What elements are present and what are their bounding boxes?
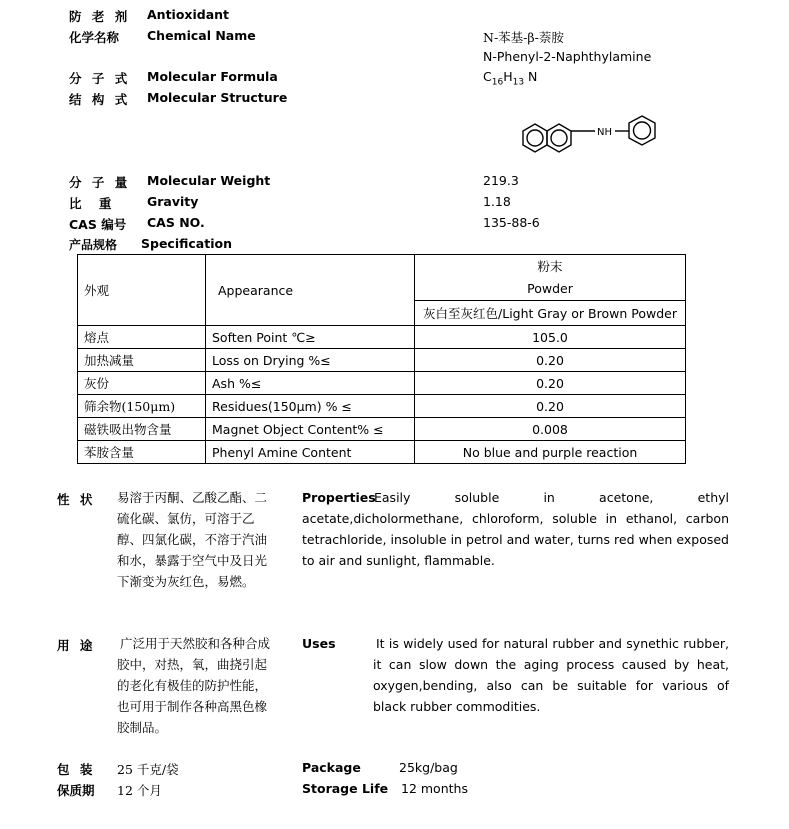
package-en-label: Package bbox=[302, 760, 361, 775]
table-row bbox=[78, 395, 686, 418]
molecular-formula-en-label: Molecular Formula bbox=[147, 69, 278, 84]
row-cn-cell: 磁铁吸出物含量 bbox=[78, 418, 206, 441]
nh-label: NH bbox=[597, 127, 612, 138]
row-value-cell: 0.20 bbox=[415, 395, 686, 418]
formula-c: C bbox=[483, 69, 492, 84]
appearance-value-en: Powder bbox=[415, 278, 686, 301]
package-cn-label: 包 装 bbox=[57, 762, 96, 777]
uses-en-text: It is widely used for natural rubber and synethic rubber, it can slow down the aging process caused by heat, oxygen,bending, also can be suitable for various of black rubber commodities. bbox=[373, 636, 729, 714]
row-cn-cell: 筛余物(150μm) bbox=[78, 395, 206, 418]
storage-cn-value: 12 个月 bbox=[117, 783, 162, 798]
specification-en-label: Specification bbox=[141, 236, 232, 251]
specification-table bbox=[77, 254, 686, 464]
row-value-cell: 0.20 bbox=[415, 349, 686, 372]
package-cn-value: 25 千克/袋 bbox=[117, 762, 179, 777]
molecular-weight-value: 219.3 bbox=[483, 173, 519, 188]
specification-cn-label: 产品规格 bbox=[69, 238, 118, 252]
row-cn-cell: 熔点 bbox=[78, 326, 206, 349]
row-value-cell: No blue and purple reaction bbox=[415, 441, 686, 464]
gravity-cn-label: 比 重 bbox=[69, 196, 112, 211]
molecular-structure-cn-label: 结 构 式 bbox=[69, 92, 131, 107]
antioxidant-cn-label: 防 老 剂 bbox=[69, 9, 131, 24]
naphthalene-ring-right-aromatic bbox=[551, 130, 567, 146]
chemical-name-cn-label: 化学名称 bbox=[69, 30, 120, 45]
table-row bbox=[78, 349, 686, 372]
uses-cn-label: 用 途 bbox=[57, 638, 96, 653]
table-row bbox=[78, 372, 686, 395]
row-cn-cell: 苯胺含量 bbox=[78, 441, 206, 464]
phenyl-ring-aromatic bbox=[634, 122, 651, 139]
molecular-structure-en-label: Molecular Structure bbox=[147, 90, 288, 105]
appearance-value-full: 灰白至灰红色/Light Gray or Brown Powder bbox=[415, 301, 686, 326]
row-cn-cell: 灰份 bbox=[78, 372, 206, 395]
properties-en-label: Properties bbox=[302, 490, 376, 505]
package-en-value: 25kg/bag bbox=[399, 760, 458, 775]
gravity-en-label: Gravity bbox=[147, 194, 199, 209]
formula-c-subscript: 16 bbox=[491, 77, 504, 88]
formula-n: N bbox=[524, 69, 538, 84]
row-value-cell: 0.20 bbox=[415, 372, 686, 395]
table-row bbox=[78, 418, 686, 441]
appearance-en-cell: Appearance bbox=[206, 255, 415, 326]
chemical-name-en-label: Chemical Name bbox=[147, 28, 256, 43]
appearance-value-cn: 粉末 bbox=[415, 255, 686, 278]
gravity-value: 1.18 bbox=[483, 194, 511, 209]
molecular-formula-cn-label: 分 子 式 bbox=[69, 71, 131, 86]
storage-en-value: 12 months bbox=[401, 781, 468, 796]
molecular-structure-image bbox=[515, 112, 675, 164]
row-en-cell: Loss on Drying %≤ bbox=[206, 349, 415, 372]
row-en-cell: Phenyl Amine Content bbox=[206, 441, 415, 464]
row-cn-cell: 加热减量 bbox=[78, 349, 206, 372]
antioxidant-en-label: Antioxidant bbox=[147, 7, 230, 22]
storage-cn-label: 保质期 bbox=[57, 783, 95, 798]
chemical-name-en-value: N-Phenyl-2-Naphthylamine bbox=[483, 49, 652, 64]
properties-en-text: Easily soluble in acetone, ethyl acetate,dicholormethane, chloroform, soluble in ethanol, carbon tetrachloride, insoluble in petrol and water, turns red when exposed to air and sunlight, flammable. bbox=[302, 490, 729, 568]
row-en-cell: Ash %≤ bbox=[206, 372, 415, 395]
molecular-weight-en-label: Molecular Weight bbox=[147, 173, 271, 188]
row-value-cell: 105.0 bbox=[415, 326, 686, 349]
row-en-cell: Magnet Object Content% ≤ bbox=[206, 418, 415, 441]
naphthalene-ring-left-aromatic bbox=[527, 130, 543, 146]
properties-cn-text: 易溶于丙酮、乙酸乙酯、二硫化碳、氯仿，可溶于乙醇、四氯化碳，不溶于汽油和水，暴露于空气中及日光下渐变为灰红色，易燃。 bbox=[117, 490, 268, 589]
uses-en-label: Uses bbox=[302, 636, 336, 651]
formula-h: H bbox=[503, 69, 513, 84]
table-row bbox=[78, 326, 686, 349]
properties-cn-label: 性 状 bbox=[57, 492, 96, 507]
row-en-cell: Residues(150μm) % ≤ bbox=[206, 395, 415, 418]
uses-cn-text: 广泛用于天然胶和各种合成胶中，对热，氧，曲挠引起的老化有极佳的防护性能，也可用于制作各种高黑色橡胶制品。 bbox=[117, 636, 271, 735]
table-row-appearance bbox=[78, 255, 686, 278]
row-en-cell: Soften Point ℃≥ bbox=[206, 326, 415, 349]
chemical-name-cn-value: N-苯基-β-萘胺 bbox=[483, 30, 564, 45]
storage-en-label: Storage Life bbox=[302, 781, 389, 796]
row-value-cell: 0.008 bbox=[415, 418, 686, 441]
cas-value: 135-88-6 bbox=[483, 215, 540, 230]
appearance-cn-cell: 外观 bbox=[78, 255, 206, 326]
table-row bbox=[78, 441, 686, 464]
molecular-formula-value bbox=[483, 69, 537, 88]
molecular-weight-cn-label: 分 子 量 bbox=[69, 175, 131, 190]
cas-en-label: CAS NO. bbox=[147, 215, 205, 230]
cas-cn-label: CAS 编号 bbox=[69, 217, 127, 232]
formula-h-subscript: 13 bbox=[512, 77, 525, 88]
